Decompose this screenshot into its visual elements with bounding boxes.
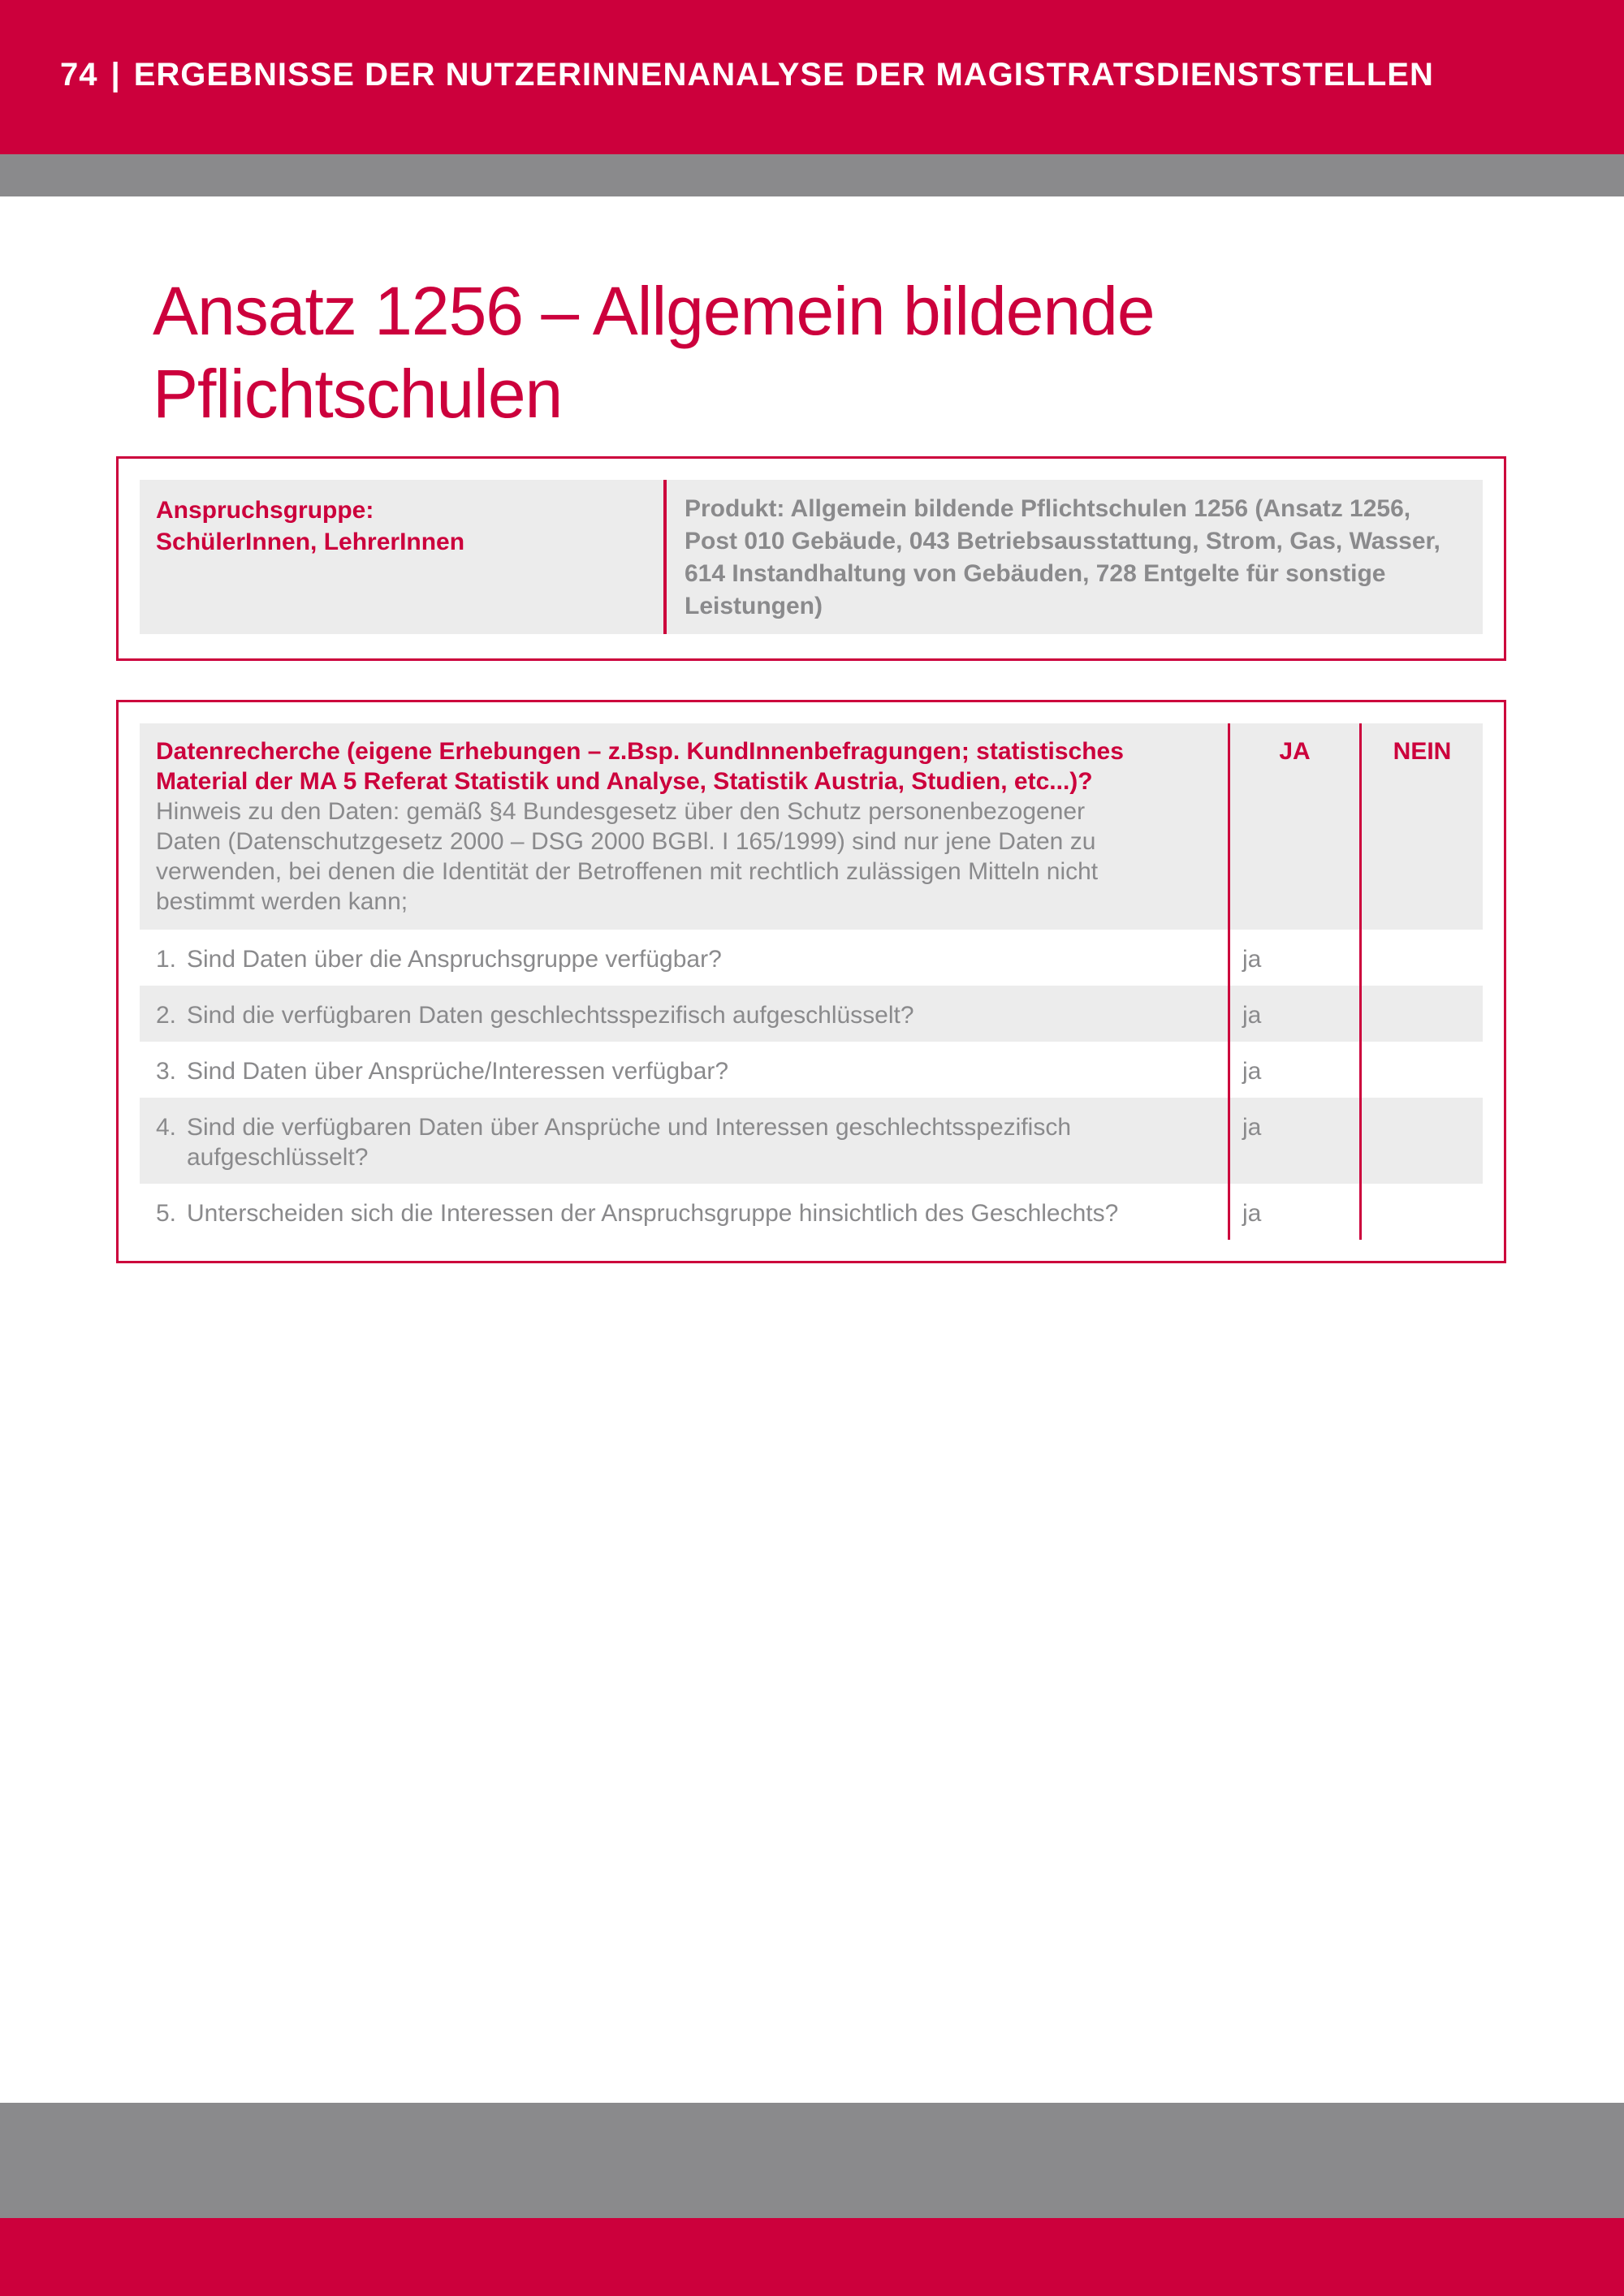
answer-ja: ja <box>1242 1200 1262 1227</box>
research-note: Hinweis zu den Daten: gemäß §4 Bundesgesetz über den Schutz personenbezogener Daten (Datenschutzgesetz 2000 – DSG 2000 BGBl. I 165/1999) sind nur jene Daten zu verwenden, bei denen die Identität der Betroffenen mit rechtlich zulässigen Mitteln nicht bestimmt werden kann; <box>156 798 1099 915</box>
research-box <box>116 700 1506 1263</box>
produkt-cell: Produkt: Allgemein bildende Pflichtschulen 1256 (Ansatz 1256, Post 010 Gebäude, 043 Betriebsausstattung, Strom, Gas, Wasser, 614 Instandhaltung von Gebäuden, 728 Entgelte für sonstige Leistungen) <box>685 495 1440 619</box>
table-header-row <box>140 723 1483 930</box>
question-text: Sind die verfügbaren Daten über Ansprüche und Interessen geschlechtsspezifisch aufgeschlüsselt? <box>187 1114 1072 1171</box>
question-number: 4. <box>156 1114 177 1141</box>
table-row <box>140 1042 1483 1098</box>
header-text: ERGEBNISSE DER NUTZERINNENANALYSE DER MAGISTRATSDIENSTSTELLEN <box>133 57 1434 93</box>
anspruchsgruppe-cell <box>140 480 663 634</box>
question-text: Sind die verfügbaren Daten geschlechtsspezifisch aufgeschlüsselt? <box>187 1002 914 1029</box>
footer-band <box>0 2218 1624 2296</box>
header-band <box>0 0 1624 154</box>
column-header-ja: JA <box>1279 738 1311 765</box>
header-title <box>60 57 1434 93</box>
column-divider-ja <box>1228 723 1230 1240</box>
header-gray-stripe <box>0 154 1624 196</box>
answer-ja: ja <box>1242 1058 1262 1085</box>
question-number: 1. <box>156 946 177 973</box>
research-table <box>140 723 1483 1240</box>
table-header-question <box>140 723 1228 930</box>
question-number: 5. <box>156 1200 177 1227</box>
page-number: 74 <box>60 57 98 93</box>
page-title: Ansatz 1256 – Allgemein bildende Pflichtschulen <box>153 273 1155 432</box>
question-cell <box>140 1184 1228 1243</box>
question-text: Sind Daten über Ansprüche/Interessen verfügbar? <box>187 1058 729 1085</box>
question-number: 3. <box>156 1058 177 1085</box>
question-cell <box>140 930 1228 989</box>
table-row <box>140 1098 1483 1184</box>
question-text: Unterscheiden sich die Interessen der Anspruchsgruppe hinsichtlich des Geschlechts? <box>187 1200 1119 1227</box>
column-header-nein: NEIN <box>1393 738 1452 765</box>
question-text: Sind Daten über die Anspruchsgruppe verfügbar? <box>187 946 722 973</box>
research-heading: Datenrecherche (eigene Erhebungen – z.Bsp. KundInnenbefragungen; statistisches Material der MA 5 Referat Statistik und Analyse, Statistik Austria, Studien, etc...)? <box>156 738 1124 795</box>
answer-ja: ja <box>1242 1114 1262 1141</box>
header-separator: | <box>110 57 121 93</box>
question-number: 2. <box>156 1002 177 1029</box>
column-divider-nein <box>1359 723 1362 1240</box>
question-cell <box>140 986 1228 1045</box>
table-row <box>140 1184 1483 1240</box>
answer-ja: ja <box>1242 946 1262 973</box>
footer-gray-stripe <box>0 2103 1624 2218</box>
question-cell <box>140 1098 1228 1187</box>
info-box-inner <box>140 480 1483 634</box>
table-row <box>140 986 1483 1042</box>
table-row <box>140 930 1483 986</box>
question-cell <box>140 1042 1228 1101</box>
answer-ja: ja <box>1242 1002 1262 1029</box>
anspruchsgruppe-label: Anspruchsgruppe: <box>156 497 374 524</box>
anspruchsgruppe-value: SchülerInnen, LehrerInnen <box>156 529 465 555</box>
info-box <box>116 456 1506 661</box>
